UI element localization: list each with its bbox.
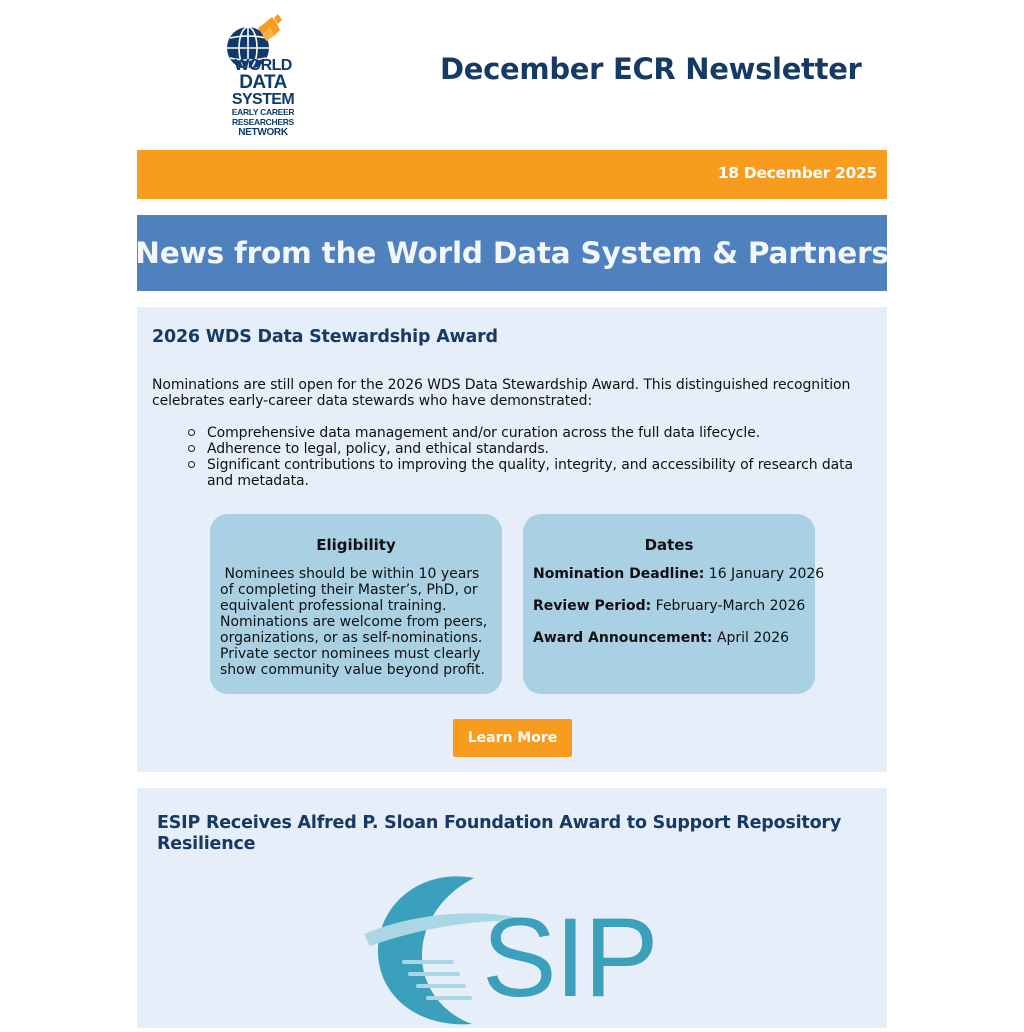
list-item: Comprehensive data management and/or curation across the full data lifecycle. — [207, 425, 877, 441]
logo-word: WORLD — [234, 57, 292, 74]
wds-ecr-logo — [222, 14, 304, 138]
section-title: News from the World Data System & Partners — [135, 236, 889, 270]
logo-word: NETWORK — [238, 127, 288, 138]
date-value: February-March 2026 — [655, 598, 806, 614]
eligibility-box — [210, 514, 502, 694]
logo-word: SYSTEM — [231, 91, 295, 108]
eligibility-text: Nominees should be within 10 years of completing their Master’s, PhD, or equivalent professional training. Nominations are welcome from peers, organizations, or as self-nominations. Private sector nominees must clearly show community value beyond profit. — [220, 566, 492, 678]
date-label: Award Announcement: — [533, 630, 713, 646]
esip-card — [137, 788, 887, 1028]
award-intro: Nominations are still open for the 2026 WDS Data Stewardship Award. This distinguished recognition celebrates early-career data stewards who have demonstrated: — [152, 377, 851, 409]
esip-title: ESIP Receives Alfred P. Sloan Foundation Award to Support Repository Resilience — [157, 813, 842, 854]
date-bar — [137, 150, 887, 199]
esip-logo-text: SIP — [482, 895, 657, 1020]
section-header — [137, 215, 887, 291]
esip-logo — [362, 874, 662, 1028]
date-row-announcement — [533, 630, 813, 646]
list-item: Significant contributions to improving the quality, integrity, and accessibility of research data and metadata. — [207, 457, 877, 489]
date-value: April 2026 — [716, 630, 790, 646]
dates-title: Dates — [644, 536, 694, 554]
date-label: Nomination Deadline: — [533, 566, 705, 582]
award-title: 2026 WDS Data Stewardship Award — [152, 327, 498, 347]
list-item: Adherence to legal, policy, and ethical standards. — [207, 441, 877, 457]
date-row-review — [533, 598, 813, 614]
date-row-nomination — [533, 566, 825, 582]
logo-word: RESEARCHERS — [232, 116, 294, 127]
newsletter-title: December ECR Newsletter — [440, 52, 862, 86]
learn-more-button[interactable]: Learn More — [453, 719, 572, 757]
eligibility-title: Eligibility — [316, 536, 396, 554]
logo-word: EARLY CAREER — [231, 107, 295, 117]
newsletter-date: 18 December 2025 — [717, 164, 877, 182]
logo-word: DATA — [239, 72, 287, 93]
award-card — [137, 307, 887, 772]
date-label: Review Period: — [533, 598, 652, 614]
dates-box — [523, 514, 825, 694]
criteria-list — [207, 425, 877, 489]
date-value: 16 January 2026 — [708, 566, 825, 582]
